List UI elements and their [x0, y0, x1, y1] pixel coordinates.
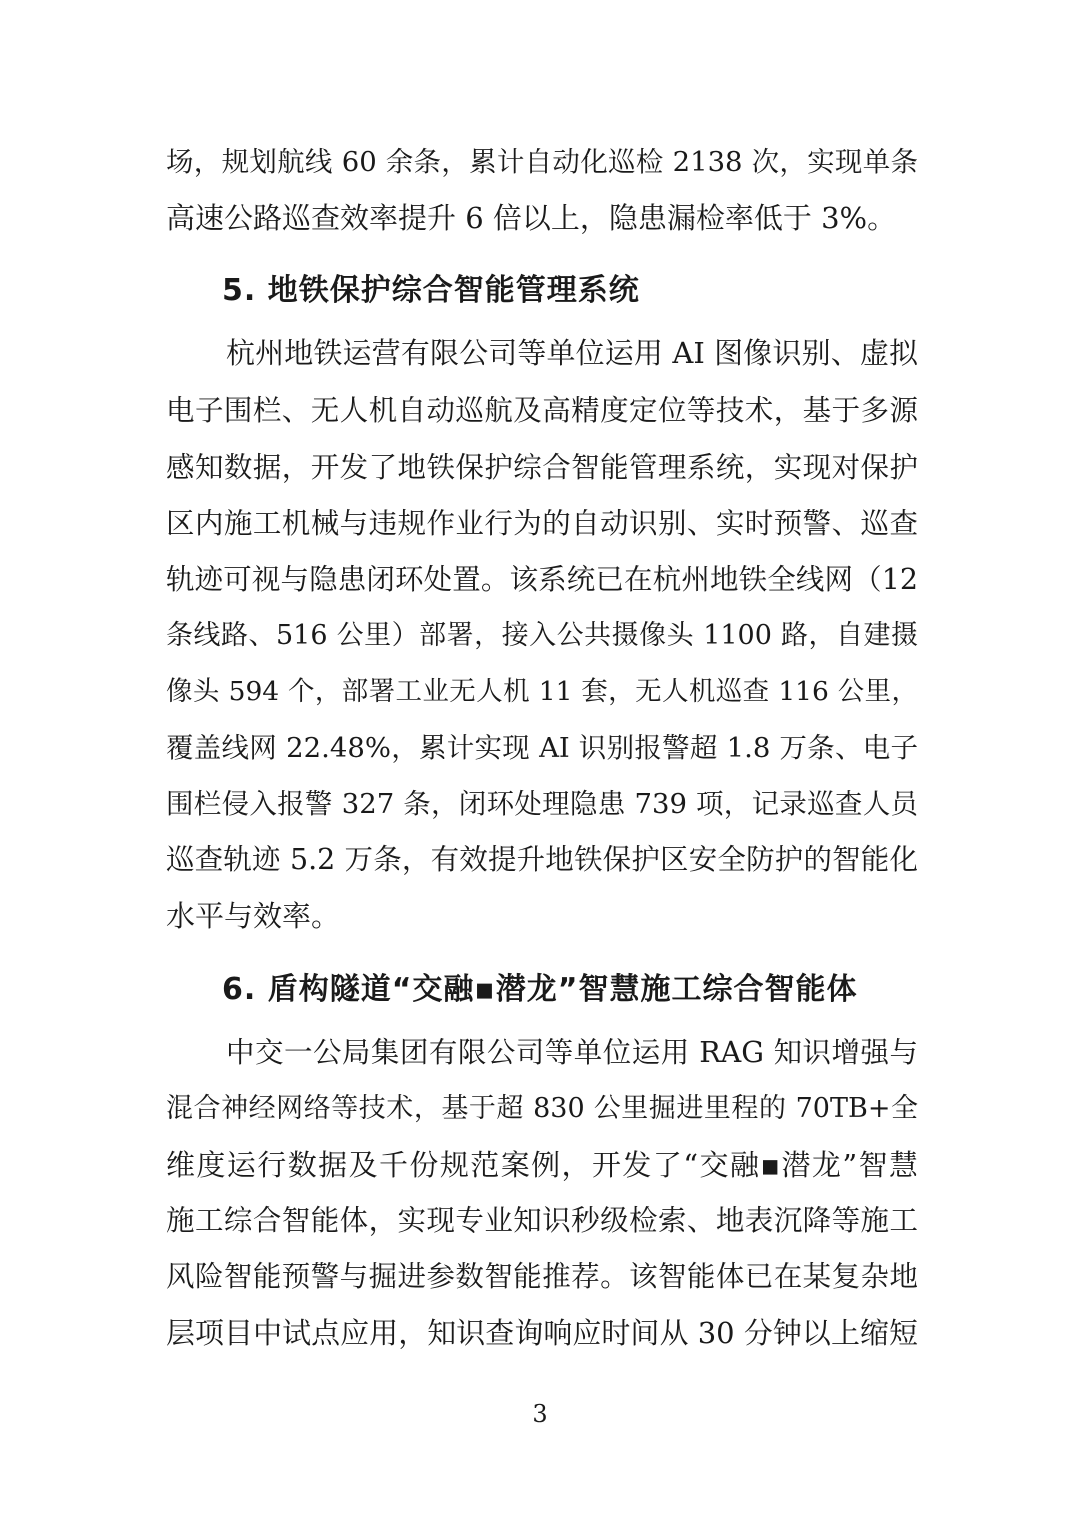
section-heading-5: 5. 地铁保护综合智能管理系统 [222, 273, 640, 308]
paragraph-line: 中交一公局集团有限公司等单位运用 RAG 知识增强与 [226, 1036, 918, 1069]
paragraph-line: 围栏侵入报警 327 条，闭环处理隐患 739 项，记录巡查人员 [166, 788, 918, 820]
paragraph-line: 电子围栏、无人机自动巡航及高精度定位等技术，基于多源 [166, 394, 918, 427]
paragraph-line: 巡查轨迹 5.2 万条，有效提升地铁保护区安全防护的智能化 [166, 843, 918, 876]
paragraph-line: 杭州地铁运营有限公司等单位运用 AI 图像识别、虚拟 [226, 336, 918, 370]
paragraph-line: 像头 594 个，部署工业无人机 11 套，无人机巡查 116 公里， [166, 676, 918, 707]
section-heading-6: 6. 盾构隧道“交融▪潜龙”智慧施工综合智能体 [222, 972, 858, 1007]
paragraph-line: 施工综合智能体，实现专业知识秒级检索、地表沉降等施工 [166, 1204, 918, 1237]
paragraph-line: 风险智能预警与掘进参数智能推荐。该智能体已在某复杂地 [166, 1260, 918, 1293]
paragraph-line: 条线路、516 公里）部署，接入公共摄像头 1100 路，自建摄 [166, 620, 918, 651]
page-number: 3 [532, 1400, 548, 1428]
paragraph-line: 维度运行数据及千份规范案例，开发了“交融▪潜龙”智慧 [166, 1148, 918, 1182]
paragraph-line: 轨迹可视与隐患闭环处置。该系统已在杭州地铁全线网（12 [166, 563, 918, 596]
paragraph-line: 感知数据，开发了地铁保护综合智能管理系统，实现对保护 [166, 451, 918, 484]
paragraph-line: 层项目中试点应用，知识查询响应时间从 30 分钟以上缩短 [166, 1316, 918, 1350]
paragraph-line: 覆盖线网 22.48%，累计实现 AI 识别报警超 1.8 万条、电子 [166, 732, 918, 764]
paragraph-line: 高速公路巡查效率提升 6 倍以上，隐患漏检率低于 3%。 [166, 201, 897, 235]
paragraph-line: 水平与效率。 [166, 899, 341, 933]
paragraph-line: 区内施工机械与违规作业行为的自动识别、实时预警、巡查 [166, 507, 918, 540]
paragraph-line: 混合神经网络等技术，基于超 830 公里掘进里程的 70TB+全 [166, 1093, 918, 1124]
paragraph-line: 场，规划航线 60 余条，累计自动化巡检 2138 次，实现单条 [166, 146, 918, 178]
